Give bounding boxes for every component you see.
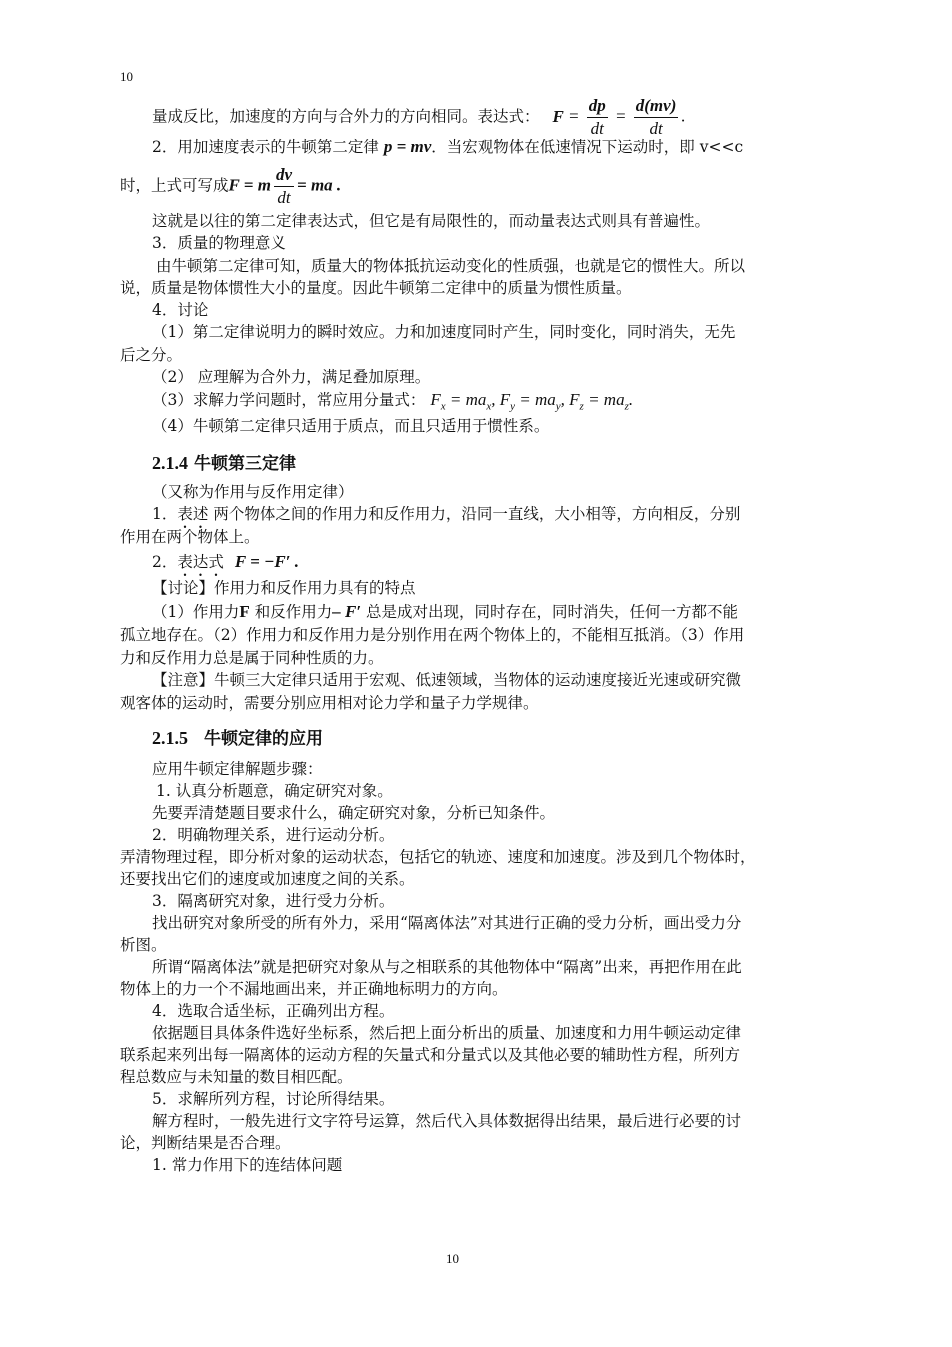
page-number-top: 10 <box>120 69 133 84</box>
paragraph-line: 【注意】牛顿三大定律只适用于宏观、低速领域，当物体的运动速度接近光速或研究微 <box>152 671 742 689</box>
paragraph-line: （1）第二定律说明力的瞬时效应。力和加速度同时产生，同时变化，同时消失，无先 <box>152 323 736 341</box>
paragraph-line: 应用牛顿定律解题步骤： <box>152 760 323 778</box>
formula-third-law: F = −F′ . <box>234 552 299 571</box>
symbol-f-prime: – F′ <box>332 602 362 621</box>
text: 和反作用力 <box>254 603 333 621</box>
formula-equals: = <box>610 106 631 126</box>
symbol: . <box>628 390 634 409</box>
subscript: y <box>555 400 561 413</box>
paragraph-line: 1. 常力作用下的连结体问题 <box>152 1156 343 1174</box>
heading-number: 2.1.4 <box>152 453 188 473</box>
paragraph-line: 依据题目具体条件选好坐标系，然后把上面分析出的质量、加速度和力用牛顿运动定律 <box>152 1024 742 1042</box>
paragraph-line <box>152 390 820 416</box>
paragraph-line <box>152 602 820 622</box>
paragraph-line: 3．质量的物理意义 <box>152 234 286 252</box>
text: 时，上式可写成 <box>120 176 229 195</box>
paragraph-line: 论，判断结果是否合理。 <box>120 1134 291 1152</box>
paragraph-line: 解方程时，一般先进行文字符号运算，然后代入具体数据得出结果，最后进行必要的讨 <box>152 1112 742 1130</box>
subscript: z <box>624 400 629 413</box>
formula-components: $F_x = ma_x$, $F_y = ma_y$, $F_z = ma_z$. <box>430 390 634 413</box>
formula-equals: = <box>563 106 584 126</box>
paragraph-line: 这就是以往的第二定律表达式，但它是有局限性的，而动量表达式则具有普遍性。 <box>152 212 711 230</box>
paragraph-line: 2．明确物理关系，进行运动分析。 <box>152 826 395 844</box>
paragraph-line: 4．选取合适坐标，正确列出方程。 <box>152 1002 395 1020</box>
numerator: d(mv) <box>634 95 679 118</box>
text: （1）作用力 <box>152 603 240 621</box>
paragraph-line <box>120 164 788 209</box>
paragraph-line: 作用在两个物体上。 <box>120 528 260 546</box>
paragraph-line: 先要弄清楚题目要求什么，确定研究对象，分析已知条件。 <box>152 804 556 822</box>
emphasis-text: 表达式 <box>177 553 224 571</box>
paragraph-line: 观客体的运动时，需要分别应用相对论力学和量子力学规律。 <box>120 694 539 712</box>
text: 2． <box>152 553 178 571</box>
paragraph-line: 程总数应与未知量的数目相匹配。 <box>120 1068 353 1086</box>
page-number-bottom: 10 <box>446 1251 459 1266</box>
denominator: dt <box>277 188 291 207</box>
paragraph-line: （又称为作用与反作用定律） <box>152 483 354 501</box>
text: 总是成对出现，同时存在，同时消失，任何一方都不能 <box>366 603 739 621</box>
paragraph-line: 4．讨论 <box>152 301 209 319</box>
text: 1． <box>152 505 178 523</box>
paragraph-line: 力和反作用力总是属于同种性质的力。 <box>120 649 384 667</box>
fraction-dp-dt <box>587 95 608 140</box>
symbol: = ma <box>445 390 487 409</box>
section-heading-2-1-5 <box>152 724 323 749</box>
symbol: F <box>499 390 511 409</box>
subscript: x <box>440 400 446 413</box>
section-heading-2-1-4 <box>152 449 296 474</box>
paragraph-line: 5．求解所列方程，讨论所得结果。 <box>152 1090 395 1108</box>
paragraph-line: 析图。 <box>120 936 167 954</box>
symbol: = ma <box>515 390 556 409</box>
formula-ma: = ma . <box>297 175 342 195</box>
text: 量成反比，加速度的方向与合外力的方向相同。表达式： <box>152 107 540 126</box>
text: 2．用加速度表示的牛顿第二定律 <box>152 138 379 156</box>
paragraph-line: 3．隔离研究对象，进行受力分析。 <box>152 892 395 910</box>
paragraph-line: 找出研究对象所受的所有外力，采用“隔离体法”对其进行正确的受力分析，画出受力分 <box>152 914 742 932</box>
denominator: dt <box>649 119 663 138</box>
paragraph-line: 【讨论】作用力和反作用力具有的特点 <box>152 579 416 597</box>
paragraph-line: 1. 认真分析题意，确定研究对象。 <box>156 782 393 800</box>
paragraph-line: 所谓“隔离体法”就是把研究对象从与之相联系的其他物体中“隔离”出来，再把作用在此 <box>152 958 742 976</box>
symbol-f: F <box>239 602 250 621</box>
heading-number: 2.1.5 <box>152 728 188 748</box>
formula-end: . <box>681 106 686 126</box>
paragraph-line: 物体上的力一个不漏地画出来，并正确地标明力的方向。 <box>120 980 508 998</box>
subscript: z <box>579 400 584 413</box>
paragraph-line: 弄清物理过程，即分析对象的运动状态，包括它的轨迹、速度和加速度。涉及到几个物体时， <box>120 848 756 866</box>
paragraph-line: 孤立地存在。（2）作用力和反作用力是分别作用在两个物体上的，不能相互抵消。（3）作用 <box>120 626 745 644</box>
subscript: y <box>510 400 516 413</box>
paragraph-line: 联系起来列出每一隔离体的运动方程的矢量式和分量式以及其他必要的辅助性方程，所列方 <box>120 1046 741 1064</box>
formula-momentum: p = mv <box>383 137 432 156</box>
denominator: dt <box>590 119 604 138</box>
numerator: dp <box>587 95 608 118</box>
symbol: F <box>430 390 441 409</box>
paragraph-line: 说，质量是物体惯性大小的量度。因此牛顿第二定律中的质量为惯性质量。 <box>120 279 632 297</box>
emphasis-text: 表述 <box>177 505 209 523</box>
paragraph-line: （4）牛顿第二定律只适用于质点，而且只适用于惯性系。 <box>152 417 550 435</box>
paragraph-line: （2） 应理解为合外力，满足叠加原理。 <box>152 368 431 386</box>
paragraph-line: 后之分。 <box>120 346 183 364</box>
text: ．当宏观物体在低速情况下运动时，即 v<<c <box>431 138 744 156</box>
heading-text: 牛顿定律的应用 <box>204 729 323 749</box>
subscript: x <box>486 400 492 413</box>
paragraph-line: 还要找出它们的速度或加速度之间的关系。 <box>120 870 415 888</box>
formula-force: F <box>552 106 564 126</box>
fraction-dv-dt <box>274 164 294 209</box>
paragraph-line: 由牛顿第二定律可知，质量大的物体抵抗运动变化的性质强，也就是它的惯性大。所以 <box>156 257 746 275</box>
text: （3）求解力学问题时，常应用分量式： <box>152 391 426 409</box>
paragraph-line <box>152 95 820 140</box>
symbol: F <box>569 390 580 409</box>
heading-text: 牛顿第三定律 <box>194 454 296 474</box>
text: 两个物体之间的作用力和反作用力，沿同一直线，大小相等，方向相反，分别 <box>208 505 741 523</box>
symbol: = ma <box>583 390 625 409</box>
formula-newton2: F = m <box>228 175 271 195</box>
numerator: dv <box>274 164 294 187</box>
fraction-dmv-dt <box>634 95 679 140</box>
paragraph-line <box>152 552 820 580</box>
paragraph-line <box>152 137 820 157</box>
